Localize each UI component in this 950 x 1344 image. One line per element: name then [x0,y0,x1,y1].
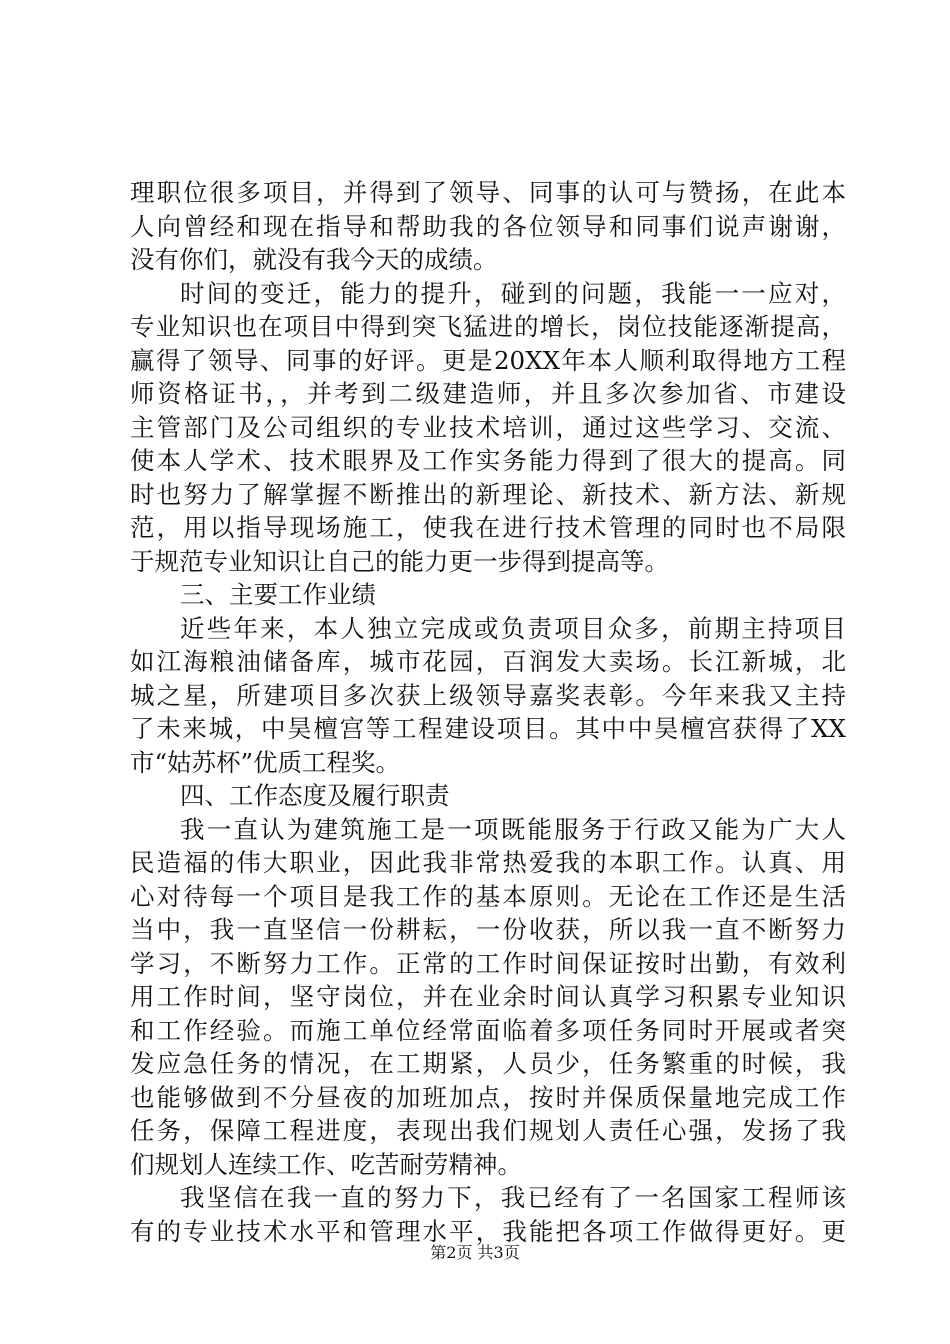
text-line: 我一直认为建筑施工是一项既能服务于行政又能为广大人 [180,814,846,844]
text-line: 理职位很多项目，并得到了领导、同事的认可与赞扬，在此本 [130,178,846,207]
text-line: 专业知识也在项目中得到突飞猛进的增长，岗位技能逐渐提高， [130,312,846,341]
text-line: 于规范专业知识让自己的能力更一步得到提高等。 [130,546,669,576]
text-line: 主管部门及公司组织的专业技术培训，通过这些学习、交流、 [130,412,846,442]
text-line: 使本人学术、技术眼界及工作实务能力得到了很大的提高。同 [130,446,846,475]
text-line: 当中，我一直坚信一份耕耘，一份收获，所以我一直不断努力 [130,915,846,944]
text-line: 我坚信在我一直的努力下，我已经有了一名国家工程师该 [180,1183,846,1212]
document-body [130,176,846,1248]
text-line: 城之星，所建项目多次获上级领导嘉奖表彰。今年来我又主持 [130,680,846,710]
section-heading: 三、主要工作业绩 [180,580,376,609]
text-line: 人向曾经和现在指导和帮助我的各位领导和同事们说声谢谢， [130,211,846,241]
text-line: 赢得了领导、同事的好评。更是20XX年本人顺利取得地方工程 [130,345,846,375]
text-line: 近些年来，本人独立完成或负责项目众多，前期主持项目 [180,613,846,643]
text-line: 和工作经验。而施工单位经常面临着多项任务同时开展或者突 [130,1015,846,1045]
page-number: 第2页 共3页 [430,1243,520,1262]
text-line: 民造福的伟大职业，因此我非常热爱我的本职工作。认真、用 [130,848,846,877]
text-line: 学习，不断努力工作。正常的工作时间保证按时出勤，有效利 [130,948,846,978]
text-line: 范，用以指导现场施工，使我在进行技术管理的同时也不局限 [130,513,846,542]
text-line: 时也努力了解掌握不断推出的新理论、新技术、新方法、新规 [130,479,846,509]
text-line: 任务，保障工程进度，表现出我们规划人责任心强，发扬了我 [130,1116,846,1145]
text-line: 师资格证书，，并考到二级建造师，并且多次参加省、市建设 [130,379,846,408]
text-line: 有的专业技术水平和管理水平，我能把各项工作做得更好。更 [130,1216,846,1246]
text-line: 没有你们，就没有我今天的成绩。 [130,245,498,274]
text-line: 用工作时间，坚守岗位，并在业余时间认真学习积累专业知识 [130,982,846,1011]
text-line: 心对待每一个项目是我工作的基本原则。无论在工作还是生活 [130,881,846,911]
text-line: 时间的变迁，能力的提升，碰到的问题，我能一一应对， [180,278,846,308]
text-line: 如江海粮油储备库，城市花园，百润发大卖场。长江新城，北 [130,647,846,676]
text-line: 发应急任务的情况，在工期紧，人员少，任务繁重的时候，我 [130,1049,846,1078]
text-line: 了未来城，中昊檀宫等工程建设项目。其中中昊檀宫获得了XX [130,714,846,743]
text-line: 市“姑苏杯”优质工程奖。 [130,747,401,777]
section-heading: 四、工作态度及履行职责 [180,781,450,810]
text-line: 也能够做到不分昼夜的加班加点，按时并保质保量地完成工作 [130,1082,846,1112]
text-line: 们规划人连续工作、吃苦耐劳精神。 [130,1149,522,1179]
